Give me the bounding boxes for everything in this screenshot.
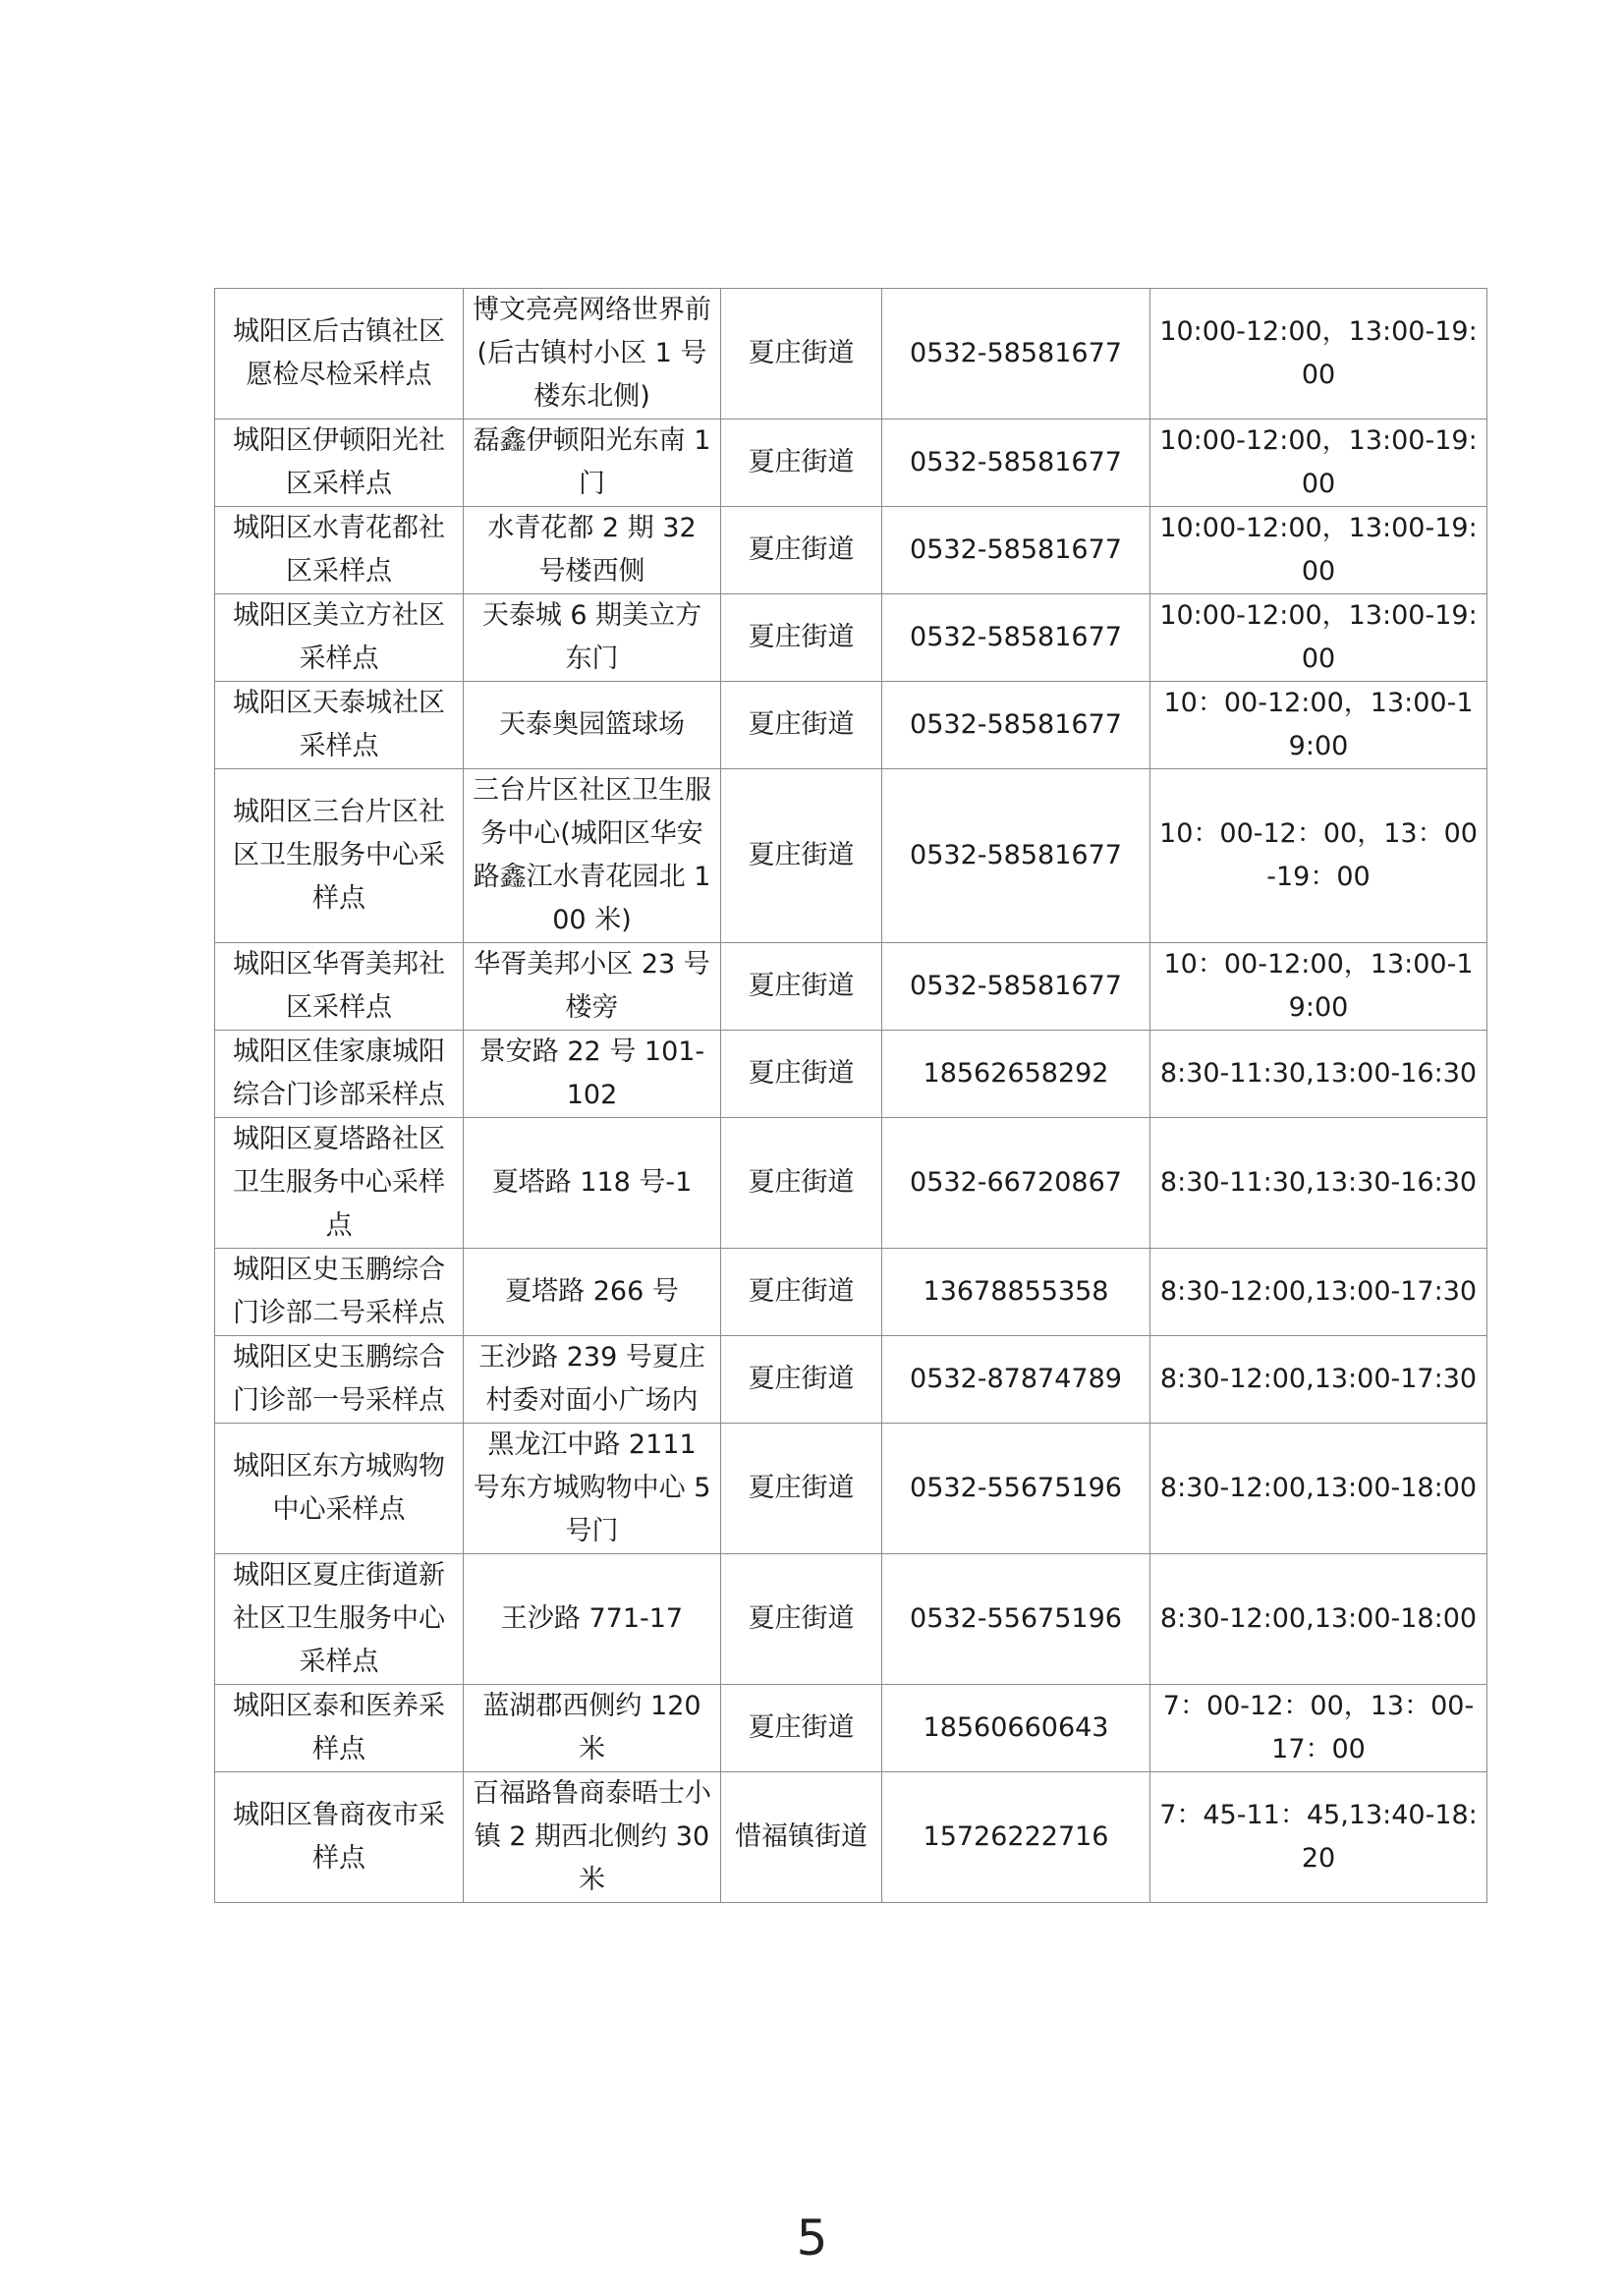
street-cell: 夏庄街道 xyxy=(721,1554,882,1685)
site-name-cell: 城阳区三台片区社区卫生服务中心采样点 xyxy=(215,769,464,943)
phone-cell: 0532-87874789 xyxy=(882,1336,1150,1424)
phone-cell: 0532-66720867 xyxy=(882,1118,1150,1249)
street-cell: 夏庄街道 xyxy=(721,1031,882,1118)
site-name-cell: 城阳区后古镇社区愿检尽检采样点 xyxy=(215,289,464,420)
phone-cell: 18560660643 xyxy=(882,1685,1150,1772)
street-cell: 惜福镇街道 xyxy=(721,1772,882,1903)
phone-cell: 18562658292 xyxy=(882,1031,1150,1118)
site-address-cell: 水青花都 2 期 32 号楼西侧 xyxy=(464,507,721,594)
site-address-cell: 博文亮亮网络世界前(后古镇村小区 1 号楼东北侧) xyxy=(464,289,721,420)
hours-cell: 10:00-12:00，13:00-19:00 xyxy=(1150,289,1487,420)
hours-cell: 10：00-12:00，13:00-19:00 xyxy=(1150,943,1487,1031)
street-cell: 夏庄街道 xyxy=(721,289,882,420)
hours-cell: 10:00-12:00，13:00-19:00 xyxy=(1150,594,1487,682)
sampling-sites-table xyxy=(214,288,1487,1903)
site-address-cell: 景安路 22 号 101-102 xyxy=(464,1031,721,1118)
site-name-cell: 城阳区美立方社区采样点 xyxy=(215,594,464,682)
site-name-cell: 城阳区史玉鹏综合门诊部二号采样点 xyxy=(215,1249,464,1336)
street-cell: 夏庄街道 xyxy=(721,594,882,682)
site-address-cell: 天泰奥园篮球场 xyxy=(464,682,721,769)
site-address-cell: 百福路鲁商泰晤士小镇 2 期西北侧约 30 米 xyxy=(464,1772,721,1903)
street-cell: 夏庄街道 xyxy=(721,1118,882,1249)
hours-cell: 8:30-11:30,13:00-16:30 xyxy=(1150,1031,1487,1118)
street-cell: 夏庄街道 xyxy=(721,1336,882,1424)
site-address-cell: 夏塔路 266 号 xyxy=(464,1249,721,1336)
hours-cell: 10：00-12：00，13：00-19：00 xyxy=(1150,769,1487,943)
street-cell: 夏庄街道 xyxy=(721,1685,882,1772)
hours-cell: 8:30-12:00,13:00-17:30 xyxy=(1150,1249,1487,1336)
street-cell: 夏庄街道 xyxy=(721,1424,882,1554)
sampling-sites-table-container xyxy=(214,288,1486,1903)
site-address-cell: 天泰城 6 期美立方东门 xyxy=(464,594,721,682)
street-cell: 夏庄街道 xyxy=(721,420,882,507)
table-row xyxy=(215,1772,1487,1903)
table-row xyxy=(215,507,1487,594)
site-address-cell: 夏塔路 118 号-1 xyxy=(464,1118,721,1249)
street-cell: 夏庄街道 xyxy=(721,769,882,943)
phone-cell: 15726222716 xyxy=(882,1772,1150,1903)
street-cell: 夏庄街道 xyxy=(721,507,882,594)
site-name-cell: 城阳区史玉鹏综合门诊部一号采样点 xyxy=(215,1336,464,1424)
site-name-cell: 城阳区泰和医养采样点 xyxy=(215,1685,464,1772)
phone-cell: 0532-58581677 xyxy=(882,943,1150,1031)
table-row xyxy=(215,1685,1487,1772)
table-row xyxy=(215,1249,1487,1336)
street-cell: 夏庄街道 xyxy=(721,682,882,769)
table-row xyxy=(215,682,1487,769)
hours-cell: 8:30-12:00,13:00-17:30 xyxy=(1150,1336,1487,1424)
phone-cell: 0532-58581677 xyxy=(882,420,1150,507)
phone-cell: 0532-55675196 xyxy=(882,1554,1150,1685)
hours-cell: 7：45-11：45,13:40-18:20 xyxy=(1150,1772,1487,1903)
table-row xyxy=(215,1554,1487,1685)
hours-cell: 10:00-12:00，13:00-19:00 xyxy=(1150,507,1487,594)
site-name-cell: 城阳区华胥美邦社区采样点 xyxy=(215,943,464,1031)
site-address-cell: 黑龙江中路 2111 号东方城购物中心 5 号门 xyxy=(464,1424,721,1554)
phone-cell: 0532-58581677 xyxy=(882,507,1150,594)
hours-cell: 10：00-12:00，13:00-19:00 xyxy=(1150,682,1487,769)
table-row xyxy=(215,1424,1487,1554)
hours-cell: 10:00-12:00，13:00-19:00 xyxy=(1150,420,1487,507)
site-address-cell: 三台片区社区卫生服务中心(城阳区华安路鑫江水青花园北 100 米) xyxy=(464,769,721,943)
site-name-cell: 城阳区东方城购物中心采样点 xyxy=(215,1424,464,1554)
hours-cell: 8:30-11:30,13:30-16:30 xyxy=(1150,1118,1487,1249)
table-row xyxy=(215,943,1487,1031)
street-cell: 夏庄街道 xyxy=(721,943,882,1031)
site-name-cell: 城阳区夏庄街道新社区卫生服务中心采样点 xyxy=(215,1554,464,1685)
site-address-cell: 华胥美邦小区 23 号楼旁 xyxy=(464,943,721,1031)
site-name-cell: 城阳区伊顿阳光社区采样点 xyxy=(215,420,464,507)
hours-cell: 8:30-12:00,13:00-18:00 xyxy=(1150,1554,1487,1685)
table-row xyxy=(215,289,1487,420)
table-row xyxy=(215,769,1487,943)
phone-cell: 0532-58581677 xyxy=(882,594,1150,682)
site-address-cell: 蓝湖郡西侧约 120 米 xyxy=(464,1685,721,1772)
phone-cell: 13678855358 xyxy=(882,1249,1150,1336)
table-row xyxy=(215,420,1487,507)
table-row xyxy=(215,1118,1487,1249)
site-name-cell: 城阳区佳家康城阳综合门诊部采样点 xyxy=(215,1031,464,1118)
table-body xyxy=(215,289,1487,1903)
site-name-cell: 城阳区水青花都社区采样点 xyxy=(215,507,464,594)
phone-cell: 0532-55675196 xyxy=(882,1424,1150,1554)
phone-cell: 0532-58581677 xyxy=(882,682,1150,769)
page-number: 5 xyxy=(796,2210,828,2267)
phone-cell: 0532-58581677 xyxy=(882,769,1150,943)
hours-cell: 7：00-12：00，13：00-17：00 xyxy=(1150,1685,1487,1772)
site-name-cell: 城阳区夏塔路社区卫生服务中心采样点 xyxy=(215,1118,464,1249)
table-row xyxy=(215,1031,1487,1118)
phone-cell: 0532-58581677 xyxy=(882,289,1150,420)
site-name-cell: 城阳区鲁商夜市采样点 xyxy=(215,1772,464,1903)
table-row xyxy=(215,1336,1487,1424)
site-address-cell: 王沙路 771-17 xyxy=(464,1554,721,1685)
table-row xyxy=(215,594,1487,682)
site-name-cell: 城阳区天泰城社区采样点 xyxy=(215,682,464,769)
site-address-cell: 磊鑫伊顿阳光东南 1 门 xyxy=(464,420,721,507)
hours-cell: 8:30-12:00,13:00-18:00 xyxy=(1150,1424,1487,1554)
street-cell: 夏庄街道 xyxy=(721,1249,882,1336)
site-address-cell: 王沙路 239 号夏庄村委对面小广场内 xyxy=(464,1336,721,1424)
